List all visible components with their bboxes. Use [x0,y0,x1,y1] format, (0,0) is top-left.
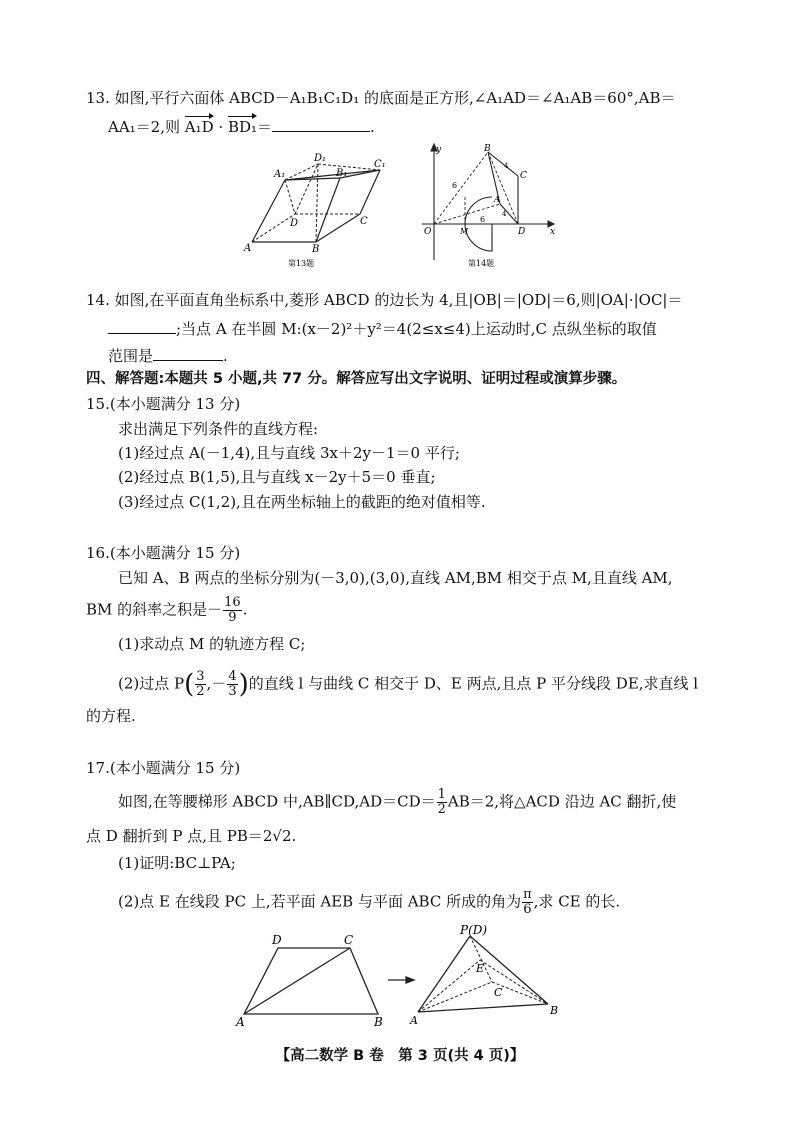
q16-part1: (1)求动点 M 的轨迹方程 C; [118,635,306,653]
vector-bd1: BD₁ [227,118,258,136]
q16-part2: (2)过点 P( $\frac{3}{2}$ ,－ $\frac{4}{3}$ )的直线 l 与曲线 C 相交于 D、E 两点,且点 P 平分线段 DE,求直线 l [118,669,699,700]
q17-part1: (1)证明:BC⊥PA; [118,854,236,872]
q13-line1: 13. 如图,平行六面体 ABCD－A₁B₁C₁D₁ 的底面是正方形,∠A₁AD＝∠A₁AB＝60°,AB＝ [86,89,676,107]
q14-line2: ;当点 A 在半圆 M:(x－2)²＋y²＝4(2≤x≤4)上运动时,C 点纵坐标的取值 [108,318,657,339]
q16-head: 16.(本小题满分 15 分) [86,544,241,562]
label-e: E [476,962,485,975]
label-x: x [550,227,556,237]
q15-head: 15.(本小题满分 13 分) [86,395,241,413]
fraction-3-2: $\frac{3}{2}$ [196,669,205,699]
answer-blank-oa-oc[interactable] [108,318,176,334]
label-c: C [344,933,354,947]
fraction-1-2: $\frac{1}{2}$ [437,787,446,817]
fraction-16-9: $\frac{16}{9}$ [224,595,241,625]
section-heading: 四、解答题:本题共 5 小题,共 77 分。解答应写出文字说明、证明过程或演算步骤。 [86,371,627,387]
label-b: B [312,244,320,255]
label-a: A [494,195,500,204]
label-c1: C₁ [374,159,386,170]
q17-part2: (2)点 E 在线段 PC 上,若平面 AEB 与平面 ABC 所成的角为 $\frac{\pi}{6}$ ,求 CE 的长. [118,887,621,917]
label-four-ad: 4 [502,210,507,218]
fraction-pi-6: $\frac{\pi}{6}$ [523,887,532,917]
q17-head: 17.(本小题满分 15 分) [86,759,241,777]
q15-part2: (2)经过点 B(1,5),且与直线 x－2y＋5＝0 垂直; [118,468,436,486]
label-c: C [360,216,368,227]
caption-13: 第13题 [288,259,315,268]
label-six-ob: 6 [452,181,458,190]
caption-14: 第14题 [468,259,495,268]
label-b: B [484,144,491,154]
q15-part3: (3)经过点 C(1,2),且在两坐标轴上的截距的绝对值相等. [118,493,486,511]
figure-17-trapezoid-fold [230,924,580,1034]
figure-14-rhombus [410,142,560,270]
q16-line1: 已知 A、B 两点的坐标分别为(－3,0),(3,0),直线 AM,BM 相交于点 M,且直线 AM, [118,569,673,587]
label-o: O [424,227,432,237]
label-b2: B [550,1004,559,1017]
figure-13-parallelepiped [240,150,400,270]
vector-a1d: A₁D [184,118,214,136]
q15-intro: 求出满足下列条件的直线方程: [118,420,319,438]
label-d: D [290,218,299,229]
label-six-od: 6 [480,215,486,224]
label-d: D [518,227,526,237]
label-a1: A₁ [274,169,286,180]
answer-blank-range[interactable] [153,345,223,361]
label-c2: C [494,986,503,999]
label-four-bc: 4 [504,162,509,170]
label-c: C [520,171,527,181]
label-d: D [272,933,282,947]
label-a: A [236,1015,245,1029]
q15-part1: (1)经过点 A(－1,4),且与直线 3x＋2y－1＝0 平行; [118,444,460,462]
q14-line3: 范围是 . [108,347,228,365]
label-p: P(D) [460,924,488,937]
fraction-4-3: $\frac{4}{3}$ [228,669,237,699]
q17-line2: 点 D 翻折到 P 点,且 PB＝2√2. [86,827,297,845]
q16-line2: BM 的斜率之积是－ $\frac{16}{9}$ . [86,595,248,625]
q14-line1: 14. 如图,在平面直角坐标系中,菱形 ABCD 的边长为 4,且|OB|＝|OD|＝6,则|OA|·|OC|＝ [86,291,683,309]
label-a2: A [410,1014,418,1027]
q13-line2: AA₁＝2,则 A₁D · BD₁＝ . [108,118,375,136]
q17-line1: 如图,在等腰梯形 ABCD 中,AB∥CD,AD＝CD＝ $\frac{1}{2}$ AB＝2,将△ACD 沿边 AC 翻折,使 [118,787,677,817]
label-b1: B₁ [336,168,348,179]
answer-blank[interactable] [272,116,370,132]
q16-part2-cont: 的方程. [86,707,136,725]
label-y: y [436,145,442,155]
label-a: A [244,243,252,254]
label-m: M [460,227,469,236]
label-d1: D₁ [314,153,327,164]
label-b: B [374,1015,383,1029]
page-footer: 【高二数学 B 卷 第 3 页(共 4 页)】 [275,1048,525,1064]
